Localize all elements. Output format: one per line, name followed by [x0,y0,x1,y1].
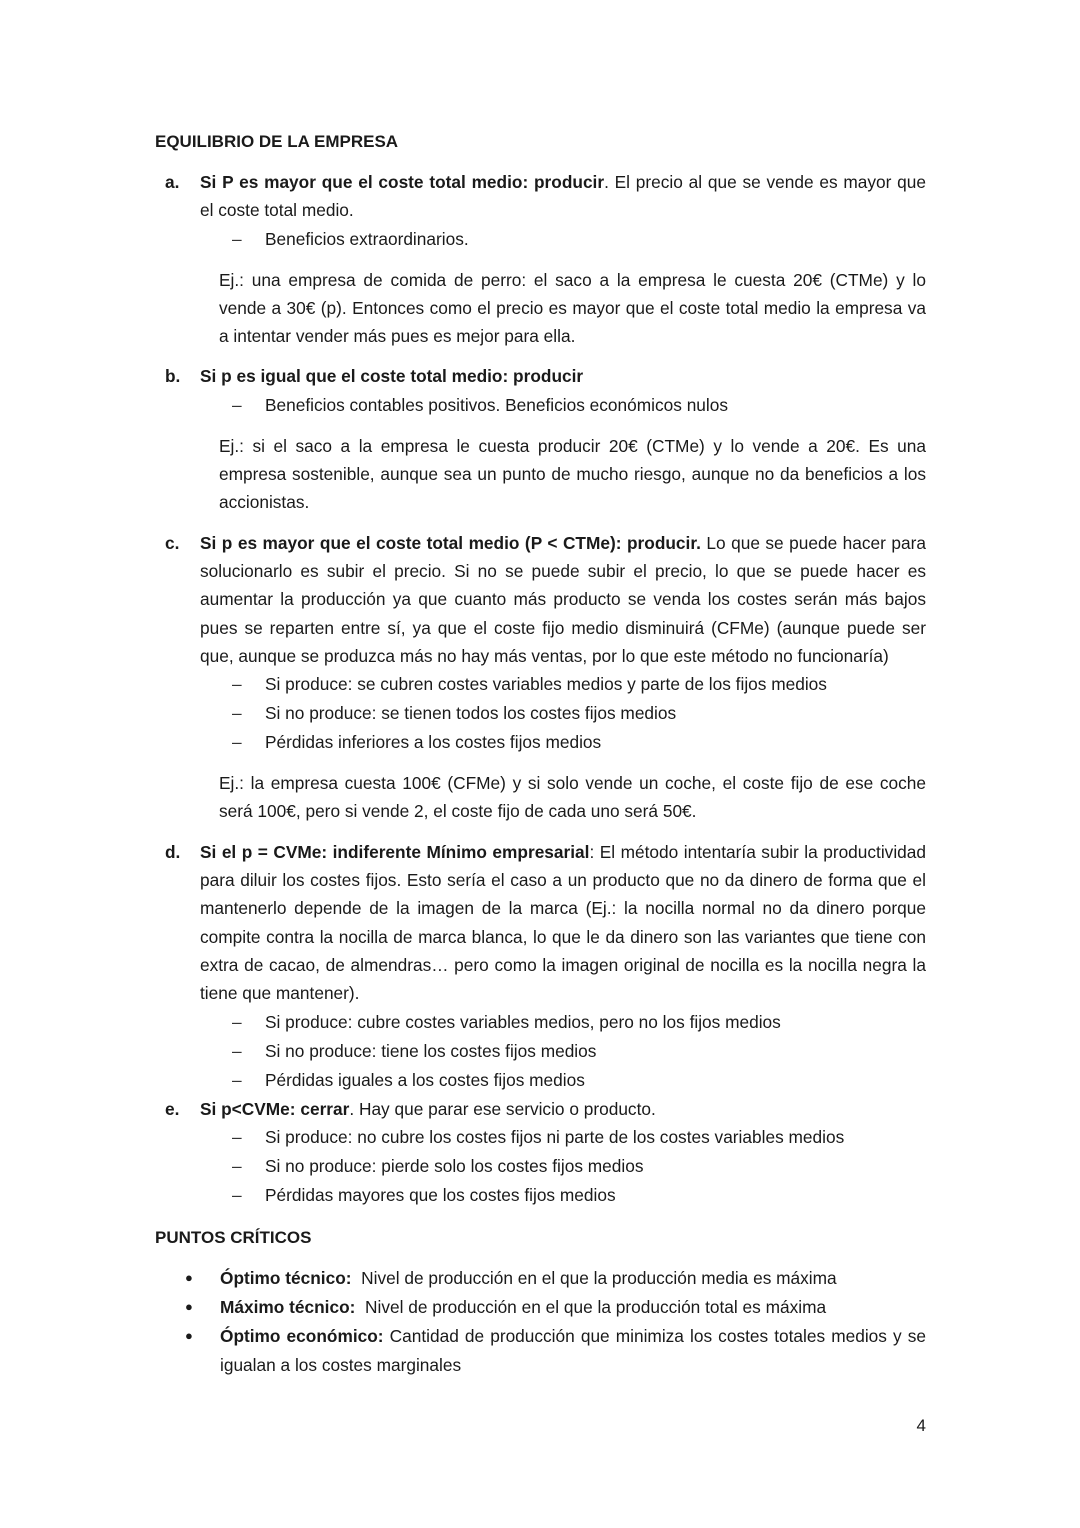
list-item-a [155,168,926,350]
item-heading: Si P es mayor que el coste total medio: producir [200,172,605,192]
bullet-term: Óptimo económico: [220,1325,384,1346]
page-number: 4 [916,1416,926,1435]
example-paragraph: Ej.: si el saco a la empresa le cuesta producir 20€ (CTMe) y lo vende a 20€. Es una empresa sostenible, aunque sea un punto de mucho riesgo, aunque no da beneficios a los accionistas. [219,435,926,513]
dash-item: – Si no produce: se tienen todos los costes fijos medios [265,699,926,728]
bullet-definition: Nivel de producción en el que la producción media es máxima [351,1267,837,1288]
item-text: . Hay que parar ese servicio o producto. [349,1098,656,1119]
dash-item: – Si no produce: tiene los costes fijos medios [265,1037,926,1066]
item-letter: a. [165,172,180,192]
bullet-item-optimo-tecnico [220,1264,926,1293]
bullet-item-maximo-tecnico [220,1293,926,1322]
dash-item: – Pérdidas inferiores a los costes fijos medios [265,728,926,757]
document-page [155,128,926,1380]
dash-list [200,225,926,254]
dash-item: – Si produce: se cubren costes variables medios y parte de los fijos medios [265,670,926,699]
item-heading: Si p es igual que el coste total medio: producir [200,366,584,387]
item-text: : El método intentaría subir la productividad para diluir los costes fijos. Esto sería el caso a un producto que no da dinero de forma que el mantenerlo depende de la imagen de la marca (Ej.: la nocilla normal no da dinero porque compite contra la nocilla de marca blanca, lo que le da dinero son las variantes que tiene con extra de cacao, de almendras… pero como la imagen original de nocilla es la nocilla negra la tiene que mantener). [200,841,926,1004]
section-title-equilibrio: EQUILIBRIO DE LA EMPRESA [155,132,399,151]
item-heading: Si p es mayor que el coste total medio (P < CTMe): producir. [200,532,701,553]
item-paragraph [200,529,926,670]
item-heading: Si p<CVMe: cerrar [200,1098,350,1119]
item-letter: b. [165,366,181,387]
list-item-b [155,362,926,516]
dash-list [200,1123,926,1210]
item-paragraph [200,362,926,390]
dash-item: – Pérdidas mayores que los costes fijos medios [265,1181,926,1210]
item-heading: Si el p = CVMe: indiferente Mínimo empresarial [200,841,590,862]
dash-list [200,670,926,757]
item-paragraph [200,838,926,1008]
item-letter: d. [165,841,181,862]
dash-item: – Beneficios extraordinarios. [265,225,926,254]
dash-item: – Pérdidas iguales a los costes fijos medios [265,1066,926,1095]
list-item-c [155,529,926,826]
item-paragraph [200,168,926,225]
bullet-term: Óptimo técnico: [220,1267,352,1288]
item-letter: e. [165,1098,180,1119]
bullet-item-optimo-economico [220,1322,926,1380]
dash-item: – Si produce: cubre costes variables medios, pero no los fijos medios [265,1008,926,1037]
bullet-definition: Nivel de producción en el que la producción total es máxima [355,1296,827,1317]
item-paragraph [200,1095,926,1123]
example-paragraph: Ej.: una empresa de comida de perro: el saco a la empresa le cuesta 20€ (CTMe) y lo vende a 30€ (p). Entonces como el precio es mayor que el coste total medio la empresa va a intentar vender más pues es mejor para ella. [219,269,926,347]
section-title-puntos-criticos: PUNTOS CRÍTICOS [155,1227,312,1247]
dash-list [200,1008,926,1095]
item-text: Lo que se puede hacer para solucionarlo es subir el precio. Si no se puede subir el precio, lo que se puede hacer es aumentar la producción ya que cuanto más producto se venda los costes serán más bajos pues se reparten entre sí, ya que el coste fijo medio disminuirá (CFMe) (aunque puede ser que, aunque se produzca más no hay más ventas, por lo que este método no funcionaría) [200,532,926,666]
bullet-list [155,1264,926,1380]
dash-item: – Si produce: no cubre los costes fijos ni parte de los costes variables medios [265,1123,926,1152]
item-text: . El precio al que se vende es mayor que el coste total medio. [200,172,926,221]
bullet-term: Máximo técnico: [220,1296,356,1317]
example-paragraph: Ej.: la empresa cuesta 100€ (CFMe) y si solo vende un coche, el coste fijo de ese coche será 100€, pero si vende 2, el coste fijo de cada uno será 50€. [219,773,926,822]
dash-item: – Si no produce: pierde solo los costes fijos medios [265,1152,926,1181]
list-item-d [155,838,926,1095]
dash-list [200,391,926,420]
item-letter: c. [165,532,180,553]
dash-item: – Beneficios contables positivos. Beneficios económicos nulos [265,391,926,420]
bullet-definition: Cantidad de producción que minimiza los costes totales medios y se igualan a los costes marginales [220,1325,926,1375]
list-item-e [155,1095,926,1210]
